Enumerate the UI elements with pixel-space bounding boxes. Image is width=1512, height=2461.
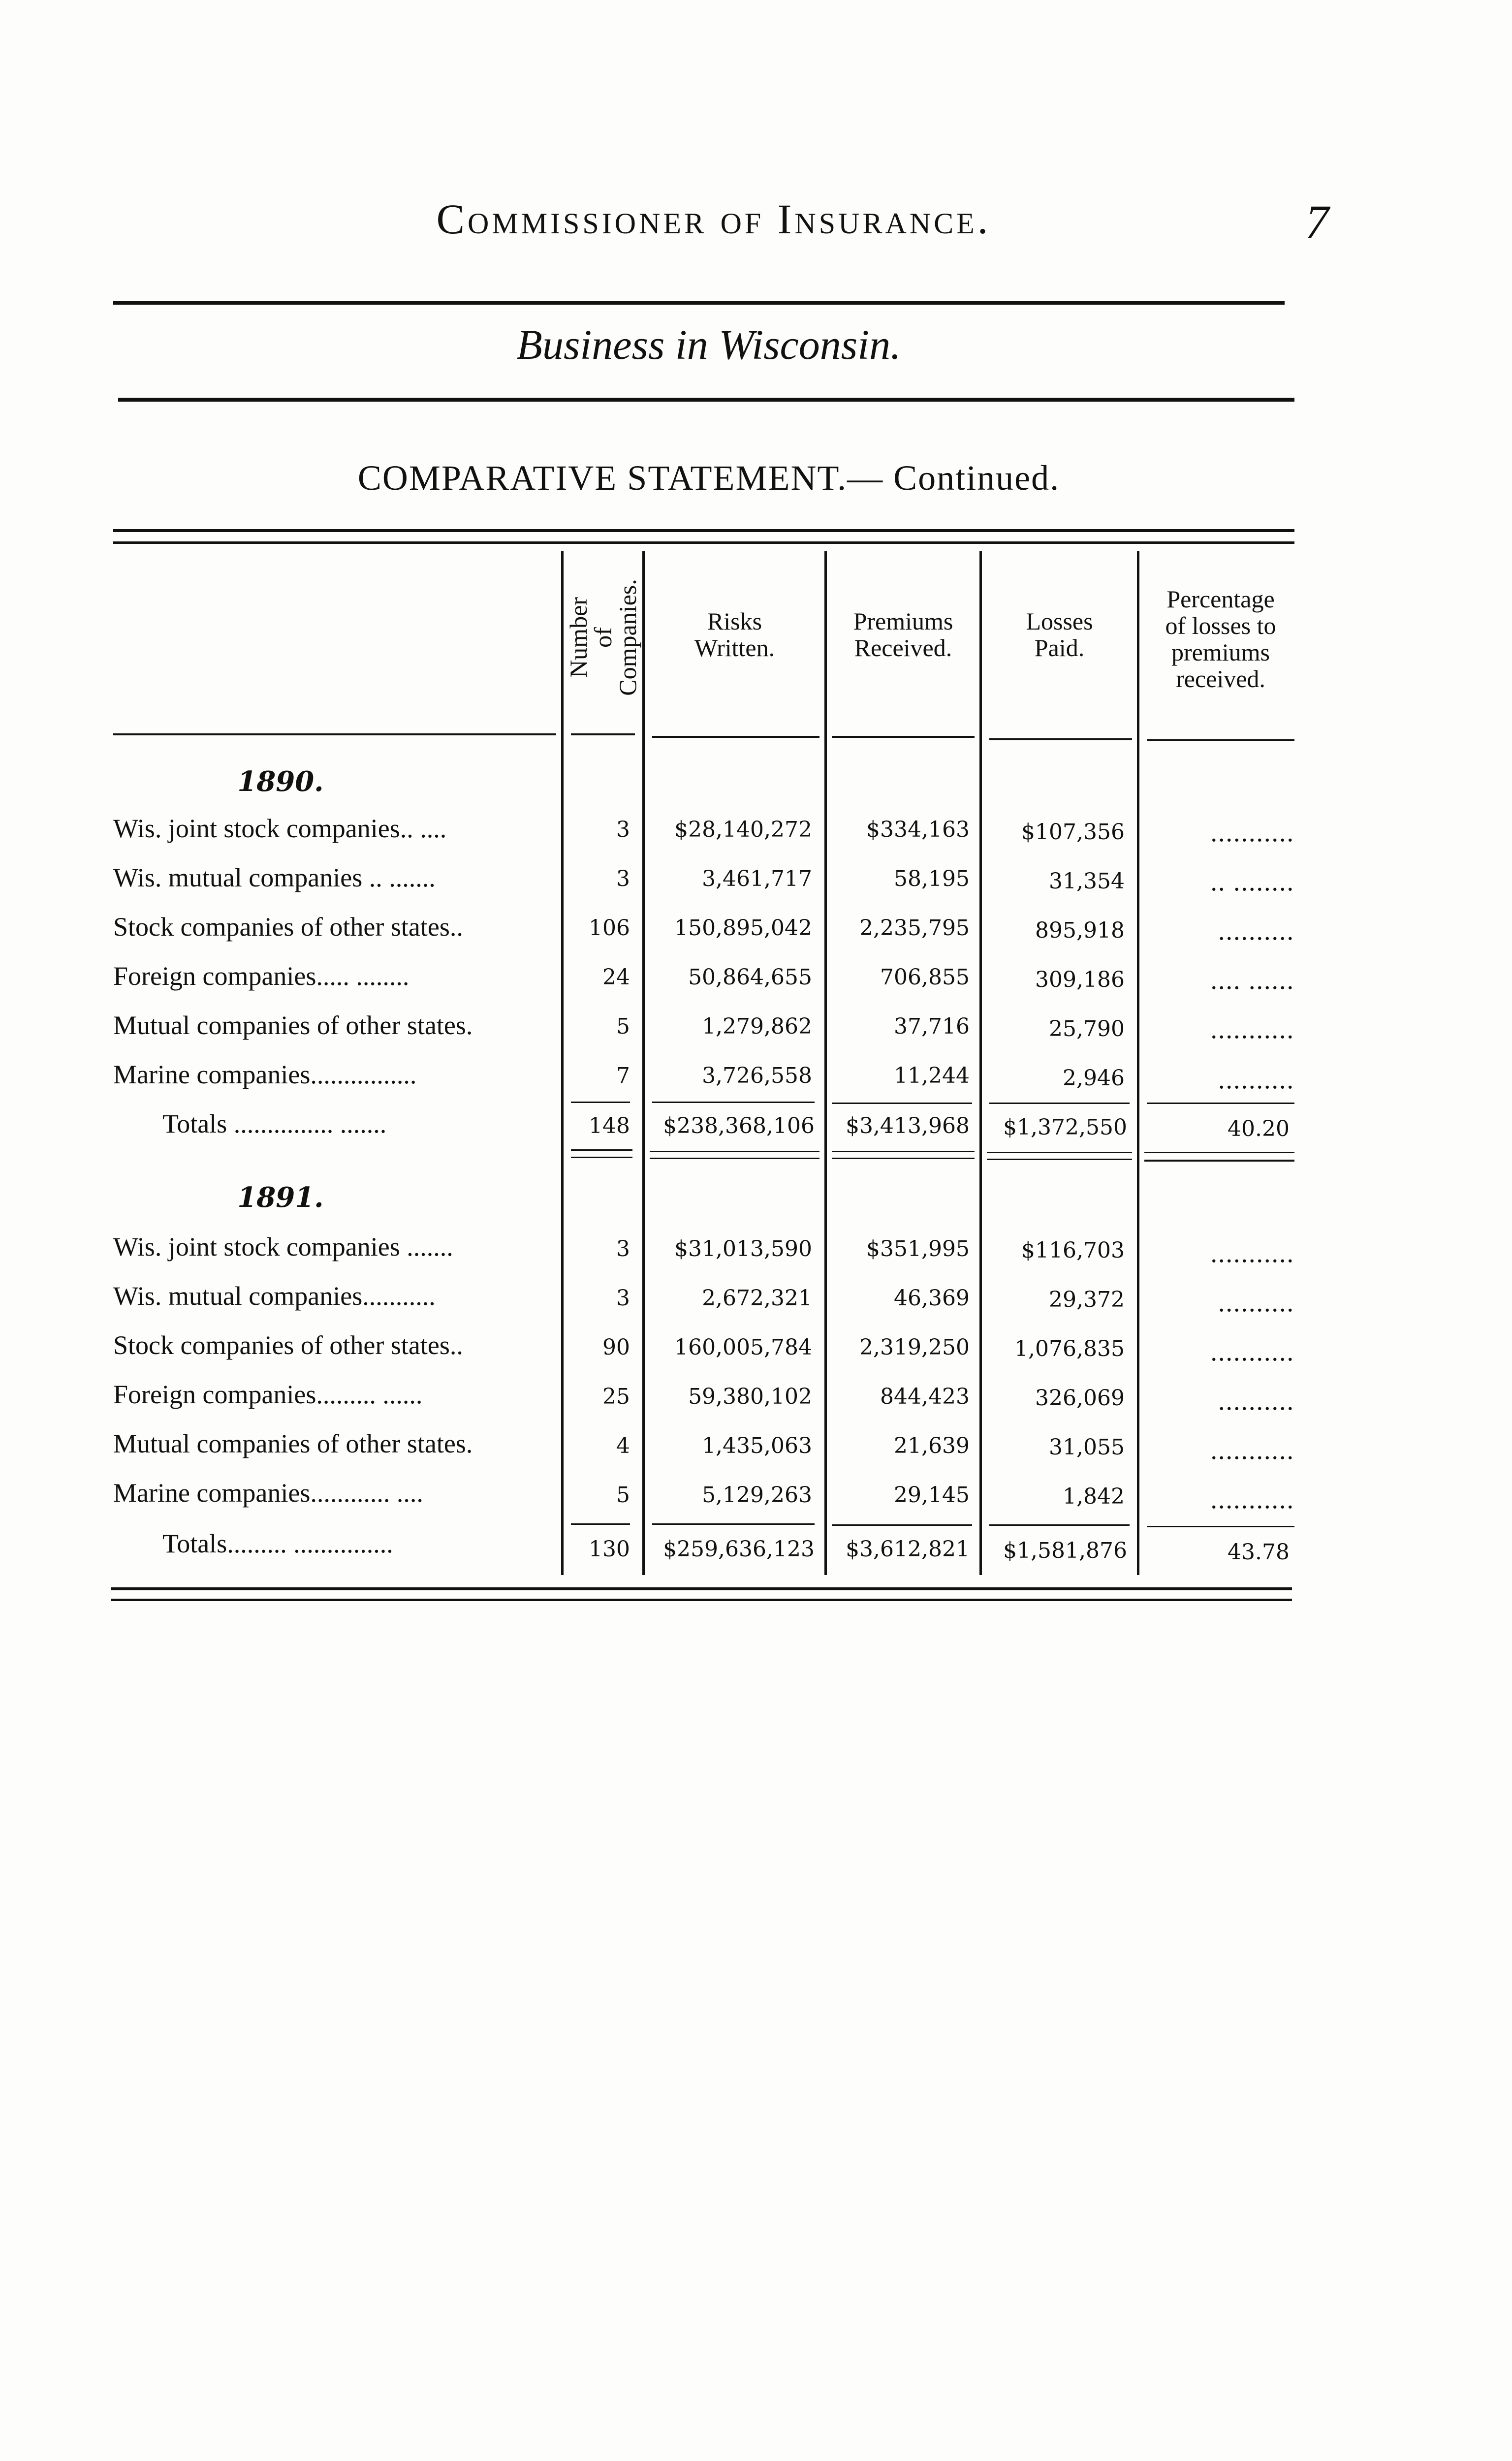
table-top-rule	[113, 529, 1294, 532]
cell-number: 106	[589, 915, 630, 941]
cell-number: 24	[602, 965, 630, 990]
header-risks-written	[645, 608, 824, 661]
section-divider	[1144, 1160, 1294, 1162]
cell-risks: 59,380,102	[688, 1384, 812, 1409]
cell-percentage: ...........	[1210, 1435, 1294, 1465]
section-divider	[987, 1159, 1132, 1160]
cell-percentage: ...........	[1210, 1484, 1294, 1514]
cell-risks: 1,435,063	[702, 1433, 812, 1458]
header-bottom-rule-4	[832, 736, 975, 738]
header-premiums-line1: Premiums	[853, 607, 953, 635]
section-divider	[987, 1152, 1132, 1153]
cell-risks: $31,013,590	[674, 1236, 812, 1262]
section-divider	[832, 1158, 975, 1159]
cell-number: 3	[616, 866, 630, 891]
totals-risks: $238,368,106	[663, 1113, 815, 1138]
cell-premiums: $351,995	[866, 1236, 970, 1262]
cell-percentage: ..........	[1218, 1386, 1294, 1416]
cell-number: 4	[616, 1433, 630, 1458]
section-divider	[571, 1149, 632, 1151]
cell-number: 3	[616, 1236, 630, 1262]
cell-risks: 1,279,862	[702, 1014, 812, 1039]
totals-risks: $259,636,123	[663, 1537, 815, 1562]
totals-premiums: $3,612,821	[846, 1537, 970, 1562]
header-bottom-rule-6	[1147, 739, 1294, 741]
section-divider	[650, 1158, 819, 1159]
col-divider-1	[561, 551, 564, 1575]
subtotal-rule	[571, 1523, 630, 1525]
cell-number: 3	[616, 817, 630, 842]
cell-risks: 160,005,784	[674, 1335, 812, 1360]
header-pct-line2: of losses to	[1165, 612, 1276, 639]
row-label: Wis. mutual companies .. .......	[113, 863, 436, 892]
cell-number: 90	[602, 1335, 630, 1360]
row-label: Marine companies................	[113, 1060, 417, 1089]
row-label: Wis. joint stock companies.. ....	[113, 814, 447, 843]
section-divider	[1144, 1152, 1294, 1153]
totals-number: 130	[589, 1537, 630, 1562]
row-label: Wis. joint stock companies .......	[113, 1232, 453, 1262]
cell-risks: $28,140,272	[674, 817, 812, 842]
cell-risks: 3,726,558	[702, 1063, 812, 1088]
cell-premiums: 46,369	[894, 1286, 970, 1311]
subtotal-rule	[832, 1103, 972, 1104]
cell-risks: 2,672,321	[702, 1286, 812, 1311]
subtitle: Business in Wisconsin.	[516, 321, 901, 368]
row-label: Stock companies of other states..	[113, 912, 463, 942]
subtotal-rule	[989, 1524, 1130, 1526]
header-bottom-rule-5	[989, 738, 1132, 740]
cell-premiums: 2,319,250	[859, 1335, 970, 1360]
table-bottom-rule	[111, 1587, 1292, 1590]
cell-percentage: ...........	[1210, 818, 1294, 847]
cell-losses: 326,069	[1035, 1386, 1125, 1411]
header-pct-line3: premiums	[1171, 638, 1270, 666]
cell-losses: 25,790	[1049, 1016, 1125, 1041]
subtotal-rule	[989, 1103, 1130, 1104]
col-divider-5	[1137, 551, 1139, 1575]
cell-percentage: ...........	[1210, 1238, 1294, 1268]
totals-label: Totals......... ...............	[162, 1529, 393, 1558]
cell-percentage: ...........	[1210, 1337, 1294, 1366]
subtotal-rule	[652, 1102, 815, 1103]
page-number: 7	[1305, 195, 1329, 248]
table-top-rule-2	[113, 541, 1294, 544]
cell-number: 5	[616, 1014, 630, 1039]
subtotal-rule	[571, 1102, 630, 1103]
header-bottom-rule-2	[571, 733, 635, 735]
cell-losses: $107,356	[1021, 820, 1125, 845]
header-losses-paid	[982, 608, 1137, 661]
subtotal-rule	[1147, 1526, 1294, 1527]
section-divider	[571, 1157, 632, 1158]
header-bottom-rule-3	[652, 736, 819, 738]
cell-premiums: 21,639	[894, 1433, 970, 1458]
header-premiums-line2: Received.	[854, 634, 952, 662]
running-title: Commissioner of Insurance.	[436, 195, 991, 243]
totals-percentage: 40.20	[1228, 1116, 1290, 1141]
year-heading-1891: 1891.	[237, 1181, 324, 1214]
section-divider	[832, 1151, 975, 1152]
cell-number: 5	[616, 1483, 630, 1508]
cell-premiums: 844,423	[880, 1384, 970, 1409]
totals-label: Totals ............... .......	[162, 1109, 387, 1138]
cell-losses: 31,055	[1049, 1435, 1125, 1460]
header-rule	[113, 301, 1285, 305]
header-losses-line2: Paid.	[1034, 634, 1085, 662]
header-pct-line1: Percentage	[1166, 585, 1275, 613]
totals-percentage: 43.78	[1228, 1540, 1290, 1565]
row-label: Wis. mutual companies...........	[113, 1281, 436, 1311]
header-losses-line1: Losses	[1026, 607, 1093, 635]
subtotal-rule	[652, 1523, 815, 1525]
cell-number: 3	[616, 1286, 630, 1311]
cell-premiums: 58,195	[894, 866, 970, 891]
subtotal-rule	[832, 1524, 972, 1526]
cell-losses: 1,076,835	[1014, 1336, 1125, 1361]
cell-premiums: 37,716	[894, 1014, 970, 1039]
totals-losses: $1,372,550	[1003, 1115, 1127, 1140]
year-heading-1890: 1890.	[237, 765, 324, 798]
row-label: Mutual companies of other states.	[113, 1429, 473, 1458]
row-label: Foreign companies......... ......	[113, 1380, 423, 1409]
header-risks-line2: Written.	[694, 634, 775, 662]
cell-losses: 1,842	[1063, 1484, 1125, 1509]
cell-percentage: ...........	[1210, 1014, 1294, 1044]
cell-losses: 29,372	[1049, 1287, 1125, 1312]
totals-premiums: $3,413,968	[846, 1113, 970, 1138]
cell-premiums: 11,244	[894, 1063, 970, 1088]
subtotal-rule	[1147, 1103, 1294, 1104]
header-pct-line4: received.	[1176, 665, 1265, 693]
cell-losses: 895,918	[1035, 918, 1125, 943]
header-premiums-received	[827, 608, 979, 661]
cell-losses: 309,186	[1035, 967, 1125, 992]
col-divider-4	[979, 551, 982, 1575]
header-number-line2: of	[589, 627, 617, 648]
section-title: COMPARATIVE STATEMENT.— Continued.	[357, 458, 1060, 498]
header-percentage	[1139, 586, 1302, 692]
row-label: Marine companies............ ....	[113, 1478, 423, 1508]
cell-losses: 2,946	[1063, 1066, 1125, 1091]
cell-number: 25	[602, 1384, 630, 1409]
cell-risks: 50,864,655	[688, 965, 812, 990]
cell-percentage: .... ......	[1210, 965, 1294, 995]
header-number-of-companies	[566, 556, 640, 719]
cell-losses: $116,703	[1021, 1238, 1125, 1263]
header-number-line3: Companies.	[614, 579, 641, 696]
cell-percentage: .. ........	[1210, 867, 1294, 896]
subtitle-rule	[118, 398, 1294, 402]
header-number-line1: Number	[565, 597, 592, 678]
table-bottom-rule-2	[111, 1599, 1292, 1601]
cell-risks: 150,895,042	[674, 915, 812, 941]
cell-percentage: ..........	[1218, 1065, 1294, 1094]
cell-premiums: 2,235,795	[859, 915, 970, 941]
totals-number: 148	[589, 1113, 630, 1138]
section-divider	[650, 1151, 819, 1152]
totals-losses: $1,581,876	[1003, 1538, 1127, 1563]
cell-percentage: ..........	[1218, 916, 1294, 946]
row-label: Foreign companies..... ........	[113, 961, 410, 991]
row-label: Mutual companies of other states.	[113, 1010, 473, 1040]
cell-premiums: 706,855	[880, 965, 970, 990]
cell-premiums: $334,163	[866, 817, 970, 842]
header-bottom-rule-1	[113, 733, 556, 735]
row-label: Stock companies of other states..	[113, 1330, 463, 1360]
cell-premiums: 29,145	[894, 1483, 970, 1508]
cell-risks: 3,461,717	[702, 866, 812, 891]
cell-percentage: ..........	[1218, 1288, 1294, 1317]
cell-risks: 5,129,263	[702, 1483, 812, 1508]
header-risks-line1: Risks	[707, 607, 762, 635]
cell-losses: 31,354	[1049, 869, 1125, 894]
cell-number: 7	[616, 1063, 630, 1088]
